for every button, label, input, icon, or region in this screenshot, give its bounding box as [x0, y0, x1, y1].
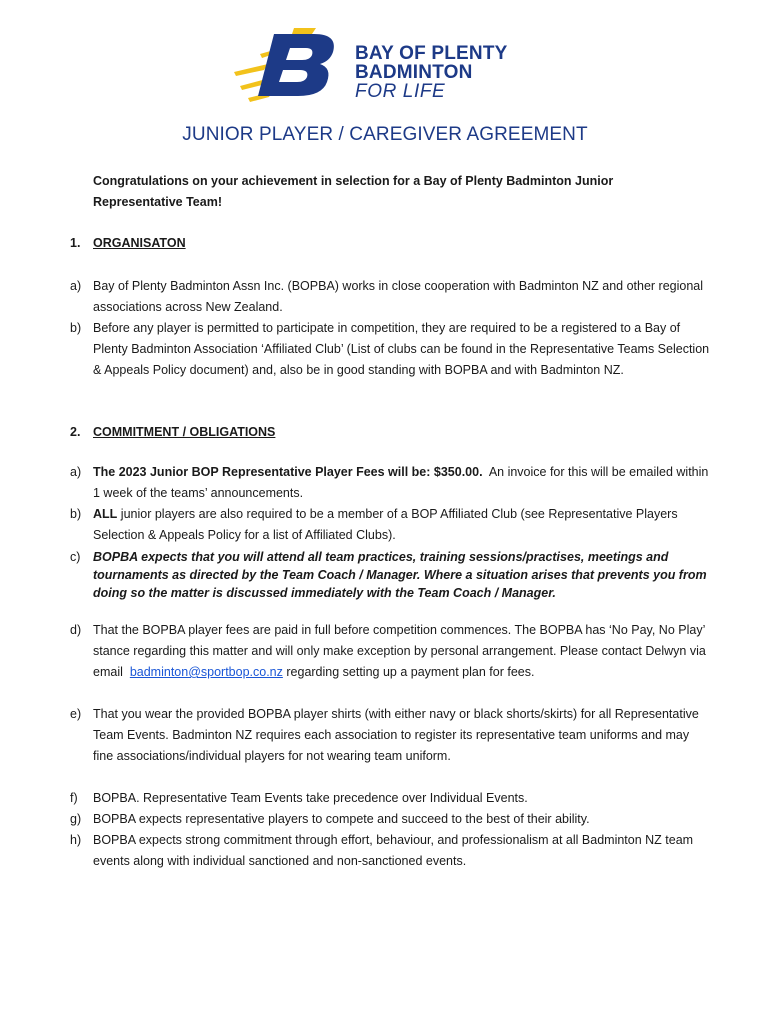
item-text: BOPBA expects that you will attend all team practices, training sessions/practises, meetings and tournaments as directed by the Team Coach / Manager. Where a situation arises that prevents you from doing so the matter is discussed immediately with the Team Coach / Manager.: [93, 550, 707, 600]
item-text: An invoice for this will be emailed within 1 week of the teams’ announcements.: [93, 465, 709, 500]
list-item: [70, 788, 710, 809]
item-label: b): [70, 321, 82, 335]
item-label: g): [70, 812, 82, 826]
section-title: ORGANISATON: [93, 236, 186, 250]
emphasis-text: ALL: [93, 507, 118, 521]
item-label: f): [70, 791, 78, 805]
item-label: a): [70, 465, 82, 479]
item-text: That the BOPBA player fees are paid in full before competition commences. The BOPBA has ‘No Pay, No Play’ stance regarding this matter and will only make exception by personal arrangement. Please contact Delwyn via email: [93, 623, 706, 679]
item-text: BOPBA. Representative Team Events take precedence over Individual Events.: [93, 791, 528, 805]
list-item: [70, 318, 710, 381]
section-number: 1.: [70, 236, 81, 250]
section-title: COMMITMENT / OBLIGATIONS: [93, 425, 276, 439]
section-heading-commitment: [70, 425, 275, 439]
item-text: BOPBA expects strong commitment through effort, behaviour, and professionalism at all Badminton NZ team events along with individual sanctioned and non-sanctioned events.: [93, 833, 694, 868]
section-heading-organisation: [70, 236, 186, 250]
item-label: b): [70, 507, 82, 521]
list-item: [70, 704, 710, 767]
item-label: h): [70, 833, 82, 847]
fee-statement: The 2023 Junior BOP Representative Player Fees will be: $350.00.: [93, 465, 483, 479]
list-item: [70, 548, 710, 602]
badminton-b-logo-icon: [234, 24, 354, 104]
item-label: a): [70, 279, 82, 293]
item-text-after: regarding setting up a payment plan for fees.: [286, 665, 535, 679]
item-label: d): [70, 623, 82, 637]
logo-text-line3: FOR LIFE: [355, 81, 446, 102]
email-link[interactable]: badminton@sportbop.co.nz: [129, 665, 283, 679]
item-text: Before any player is permitted to participate in competition, they are required to be a registered to a Bay of Plenty Badminton Association ‘Affiliated Club’ (List of clubs can be found in the Representative Teams Selection & Appeals Policy document) and, also be in good standing with BOPBA and with Badminton NZ.: [93, 321, 710, 377]
list-item: [70, 462, 710, 504]
list-item: [70, 504, 710, 546]
bopba-logo: [234, 24, 534, 104]
document-title: JUNIOR PLAYER / CAREGIVER AGREEMENT: [182, 124, 588, 145]
item-text: BOPBA expects representative players to compete and succeed to the best of their ability.: [93, 812, 590, 826]
logo-text-line2: BADMINTON: [355, 62, 473, 83]
list-item: [70, 276, 710, 318]
item-label: c): [70, 550, 81, 564]
item-label: e): [70, 707, 82, 721]
list-item: [70, 830, 710, 872]
list-item: [70, 809, 710, 830]
item-text: That you wear the provided BOPBA player shirts (with either navy or black shorts/skirts) for all Representative Team Events. Badminton NZ requires each association to register its representative team uniforms and may fine associations/individual players for not wearing team uniform.: [93, 707, 699, 763]
intro-paragraph: Congratulations on your achievement in selection for a Bay of Plenty Badminton Junior Representative Team!: [93, 174, 614, 209]
item-text: Bay of Plenty Badminton Assn Inc. (BOPBA) works in close cooperation with Badminton NZ and other regional associations across New Zealand.: [93, 279, 704, 314]
logo-text-line1: BAY OF PLENTY: [355, 43, 508, 64]
item-text: junior players are also required to be a member of a BOP Affiliated Club (see Representative Players Selection & Appeals Policy for a list of Affiliated Clubs).: [93, 507, 678, 542]
section-number: 2.: [70, 425, 81, 439]
list-item: [70, 620, 710, 683]
